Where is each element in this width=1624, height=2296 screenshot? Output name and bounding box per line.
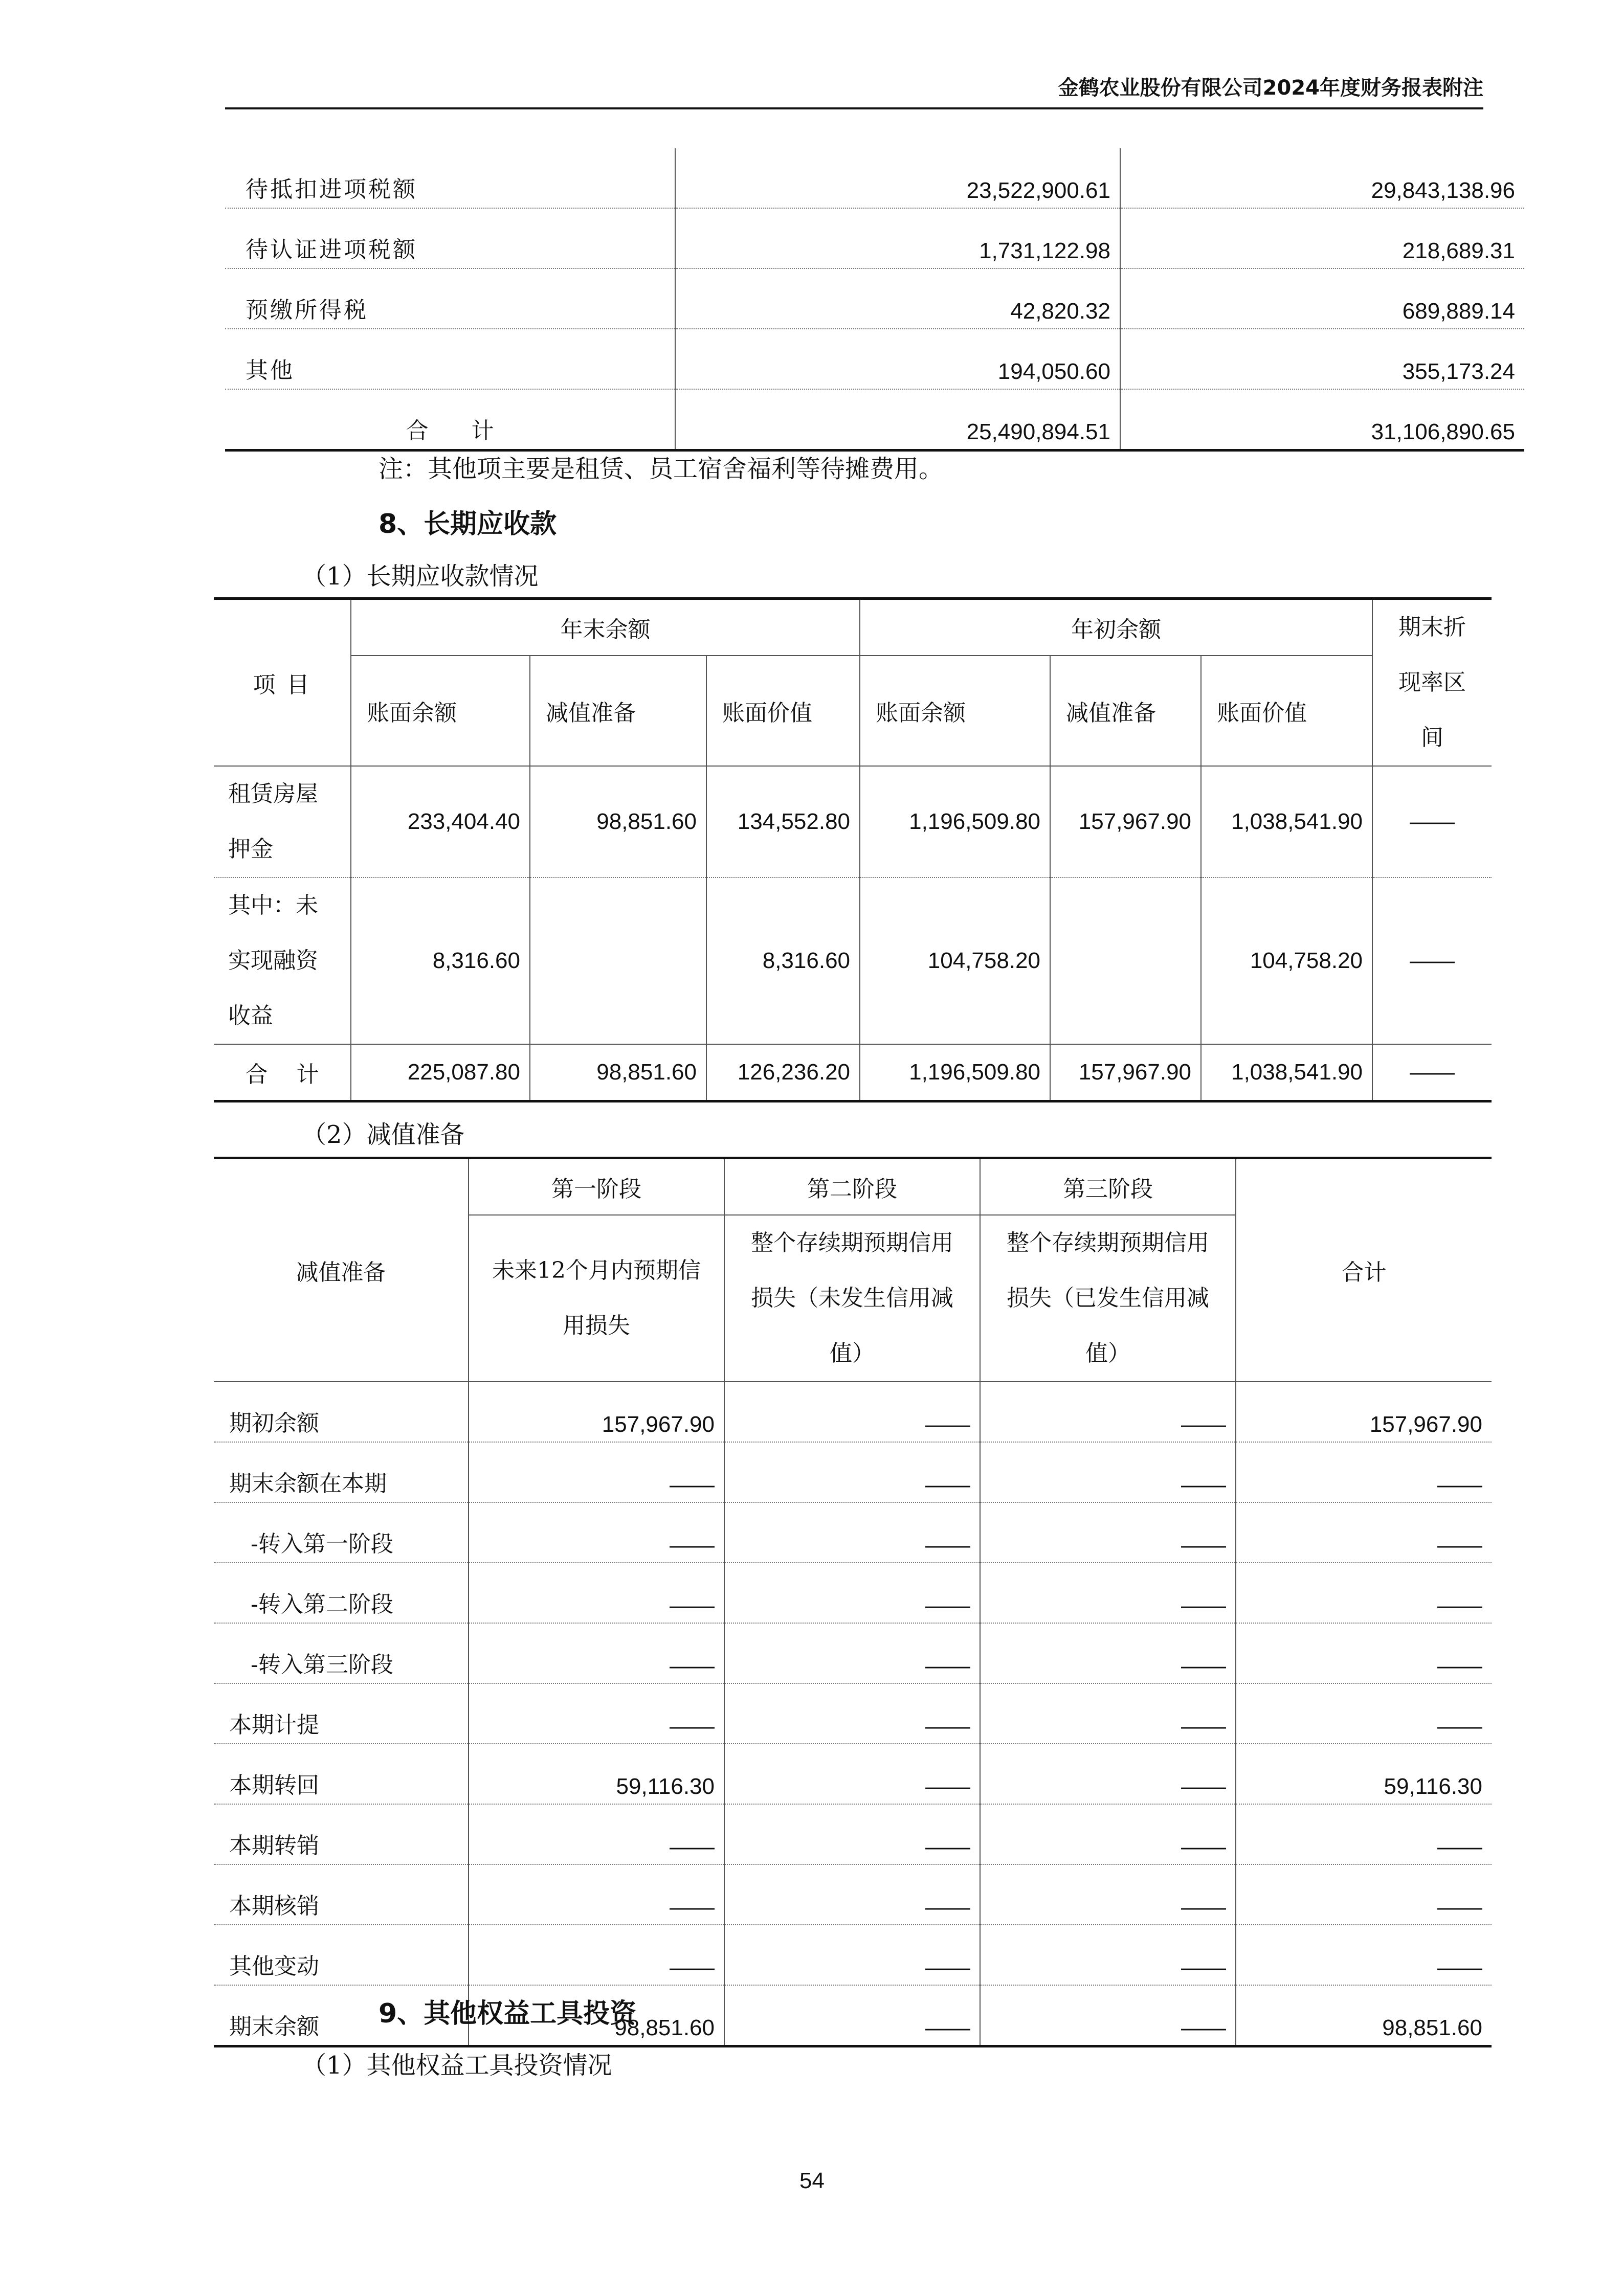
page-number: 54 <box>799 2168 825 2193</box>
cell-value: —— <box>1236 1864 1492 1925</box>
item-header: 项 目 <box>214 599 351 767</box>
table-row <box>225 148 1524 208</box>
row-label: 本期核销 <box>214 1864 469 1925</box>
impairment-corner-header: 减值准备 <box>214 1158 469 1382</box>
cell-value: —— <box>469 1502 724 1563</box>
cell-value: 1,196,509.80 <box>860 766 1050 877</box>
row-label: 期初余额 <box>214 1382 469 1442</box>
row-label: -转入第三阶段 <box>214 1623 469 1683</box>
cell-value: —— <box>980 1502 1236 1563</box>
begin-balance: 689,889.14 <box>1120 268 1524 329</box>
cell-value: —— <box>469 1623 724 1683</box>
cell-value: —— <box>980 1683 1236 1744</box>
cell-value: —— <box>724 1563 980 1623</box>
cell-value: 157,967.90 <box>469 1382 724 1442</box>
cell-value: 157,967.90 <box>1050 1044 1201 1101</box>
row-label: 期末余额 <box>214 1985 469 2046</box>
cell-value: 59,116.30 <box>1236 1744 1492 1804</box>
cell-value: —— <box>724 1502 980 1563</box>
cell-value: 8,316.60 <box>351 877 530 1044</box>
discount-rate: —— <box>1372 1044 1492 1101</box>
cell-value: —— <box>980 1985 1236 2046</box>
cell-value: —— <box>469 1925 724 1985</box>
section-8-sub2: （2）减值准备 <box>302 1120 465 1149</box>
cell-value: 157,967.90 <box>1236 1382 1492 1442</box>
stage-3-header: 第三阶段 <box>980 1158 1236 1215</box>
cell-value: —— <box>469 1683 724 1744</box>
end-balance: 25,490,894.51 <box>675 389 1120 451</box>
row-label: 本期转销 <box>214 1804 469 1864</box>
cell-value: —— <box>469 1804 724 1864</box>
discount-rate: —— <box>1372 766 1492 877</box>
section-8-sub1: （1）长期应收款情况 <box>302 562 539 591</box>
cell-value: —— <box>724 1382 980 1442</box>
row-label: 其他变动 <box>214 1925 469 1985</box>
other-current-assets-table <box>225 148 1524 452</box>
cell-value: —— <box>1236 1623 1492 1683</box>
table-row <box>225 329 1524 389</box>
cell-value: 157,967.90 <box>1050 766 1201 877</box>
row-label: 合 计 <box>214 1044 351 1101</box>
end-balance: 42,820.32 <box>675 268 1120 329</box>
cell-value: —— <box>980 1623 1236 1683</box>
note-text: 注：其他项主要是租赁、员工宿舍福利等待摊费用。 <box>379 455 944 483</box>
column-header: 账面余额 <box>860 656 1050 766</box>
begin-balance: 218,689.31 <box>1120 208 1524 268</box>
stage-2-desc: 整个存续期预期信用损失（未发生信用减值） <box>724 1215 980 1382</box>
row-label: 待抵扣进项税额 <box>225 148 675 208</box>
cell-value: —— <box>724 1442 980 1502</box>
stage-3-desc: 整个存续期预期信用损失（已发生信用减值） <box>980 1215 1236 1382</box>
page-header: 金鹤农业股份有限公司2024年度财务报表附注 <box>1058 76 1483 100</box>
cell-value <box>1050 877 1201 1044</box>
group-end-balance-header: 年末余额 <box>351 599 860 656</box>
stage-2-header: 第二阶段 <box>724 1158 980 1215</box>
table-row <box>225 389 1524 451</box>
row-label: 其他 <box>225 329 675 389</box>
table-row <box>225 268 1524 329</box>
cell-value: —— <box>980 1925 1236 1985</box>
table-row <box>214 766 1492 877</box>
end-balance: 194,050.60 <box>675 329 1120 389</box>
group-begin-balance-header: 年初余额 <box>860 599 1372 656</box>
cell-value: —— <box>469 1864 724 1925</box>
long-term-receivables-table <box>214 597 1492 1102</box>
table-row <box>214 1382 1492 1442</box>
cell-value: 98,851.60 <box>469 1985 724 2046</box>
section-9-sub1: （1）其他权益工具投资情况 <box>302 2051 612 2080</box>
table-row <box>214 1563 1492 1623</box>
cell-value: 1,196,509.80 <box>860 1044 1050 1101</box>
table-row <box>214 1744 1492 1804</box>
begin-balance: 31,106,890.65 <box>1120 389 1524 451</box>
cell-value: —— <box>469 1442 724 1502</box>
cell-value: 59,116.30 <box>469 1744 724 1804</box>
stage-1-desc: 未来12个月内预期信用损失 <box>469 1215 724 1382</box>
cell-value: 98,851.60 <box>530 1044 706 1101</box>
row-label: -转入第一阶段 <box>214 1502 469 1563</box>
end-balance: 1,731,122.98 <box>675 208 1120 268</box>
discount-rate-header: 期末折现率区间 <box>1372 599 1492 767</box>
cell-value: —— <box>980 1864 1236 1925</box>
cell-value <box>530 877 706 1044</box>
cell-value: —— <box>980 1563 1236 1623</box>
cell-value: 8,316.60 <box>706 877 860 1044</box>
header-rule <box>225 107 1483 109</box>
impairment-provision-table <box>214 1157 1492 2047</box>
cell-value: 126,236.20 <box>706 1044 860 1101</box>
table-row <box>225 208 1524 268</box>
cell-value: 98,851.60 <box>1236 1985 1492 2046</box>
cell-value: 104,758.20 <box>860 877 1050 1044</box>
cell-value: —— <box>724 1864 980 1925</box>
cell-value: —— <box>980 1744 1236 1804</box>
cell-value: —— <box>1236 1563 1492 1623</box>
row-label: 本期转回 <box>214 1744 469 1804</box>
row-label: 合 计 <box>225 389 675 451</box>
cell-value: 98,851.60 <box>530 766 706 877</box>
cell-value: —— <box>1236 1502 1492 1563</box>
table-row <box>214 1683 1492 1744</box>
row-label: 预缴所得税 <box>225 268 675 329</box>
section-8-title: 8、长期应收款 <box>379 509 557 539</box>
table-row <box>214 1044 1492 1101</box>
end-balance: 23,522,900.61 <box>675 148 1120 208</box>
table-row <box>214 1804 1492 1864</box>
begin-balance: 29,843,138.96 <box>1120 148 1524 208</box>
total-header: 合计 <box>1236 1158 1492 1382</box>
cell-value: 1,038,541.90 <box>1201 766 1372 877</box>
cell-value: 134,552.80 <box>706 766 860 877</box>
column-header: 账面余额 <box>351 656 530 766</box>
cell-value: —— <box>1236 1683 1492 1744</box>
cell-value: —— <box>724 1623 980 1683</box>
table-row <box>214 1442 1492 1502</box>
column-header: 账面价值 <box>706 656 860 766</box>
row-label: 租赁房屋押金 <box>214 766 351 877</box>
row-label: 待认证进项税额 <box>225 208 675 268</box>
begin-balance: 355,173.24 <box>1120 329 1524 389</box>
cell-value: —— <box>980 1382 1236 1442</box>
row-label: 其中：未实现融资收益 <box>214 877 351 1044</box>
cell-value: 104,758.20 <box>1201 877 1372 1044</box>
cell-value: —— <box>724 1985 980 2046</box>
section-9-title: 9、其他权益工具投资 <box>379 1998 637 2029</box>
cell-value: —— <box>1236 1442 1492 1502</box>
cell-value: —— <box>1236 1804 1492 1864</box>
table-row <box>214 1925 1492 1985</box>
column-header: 减值准备 <box>530 656 706 766</box>
cell-value: —— <box>980 1442 1236 1502</box>
cell-value: 225,087.80 <box>351 1044 530 1101</box>
stage-1-header: 第一阶段 <box>469 1158 724 1215</box>
cell-value: 233,404.40 <box>351 766 530 877</box>
cell-value: —— <box>724 1683 980 1744</box>
discount-rate: —— <box>1372 877 1492 1044</box>
cell-value: —— <box>724 1744 980 1804</box>
table-row <box>214 1623 1492 1683</box>
cell-value: —— <box>724 1804 980 1864</box>
column-header: 账面价值 <box>1201 656 1372 766</box>
table-row <box>214 877 1492 1044</box>
table-row <box>214 1502 1492 1563</box>
row-label: 本期计提 <box>214 1683 469 1744</box>
cell-value: —— <box>469 1563 724 1623</box>
cell-value: —— <box>724 1925 980 1985</box>
column-header: 减值准备 <box>1050 656 1201 766</box>
cell-value: 1,038,541.90 <box>1201 1044 1372 1101</box>
cell-value: —— <box>980 1804 1236 1864</box>
table-row <box>214 1864 1492 1925</box>
row-label: -转入第二阶段 <box>214 1563 469 1623</box>
cell-value: —— <box>1236 1925 1492 1985</box>
row-label: 期末余额在本期 <box>214 1442 469 1502</box>
